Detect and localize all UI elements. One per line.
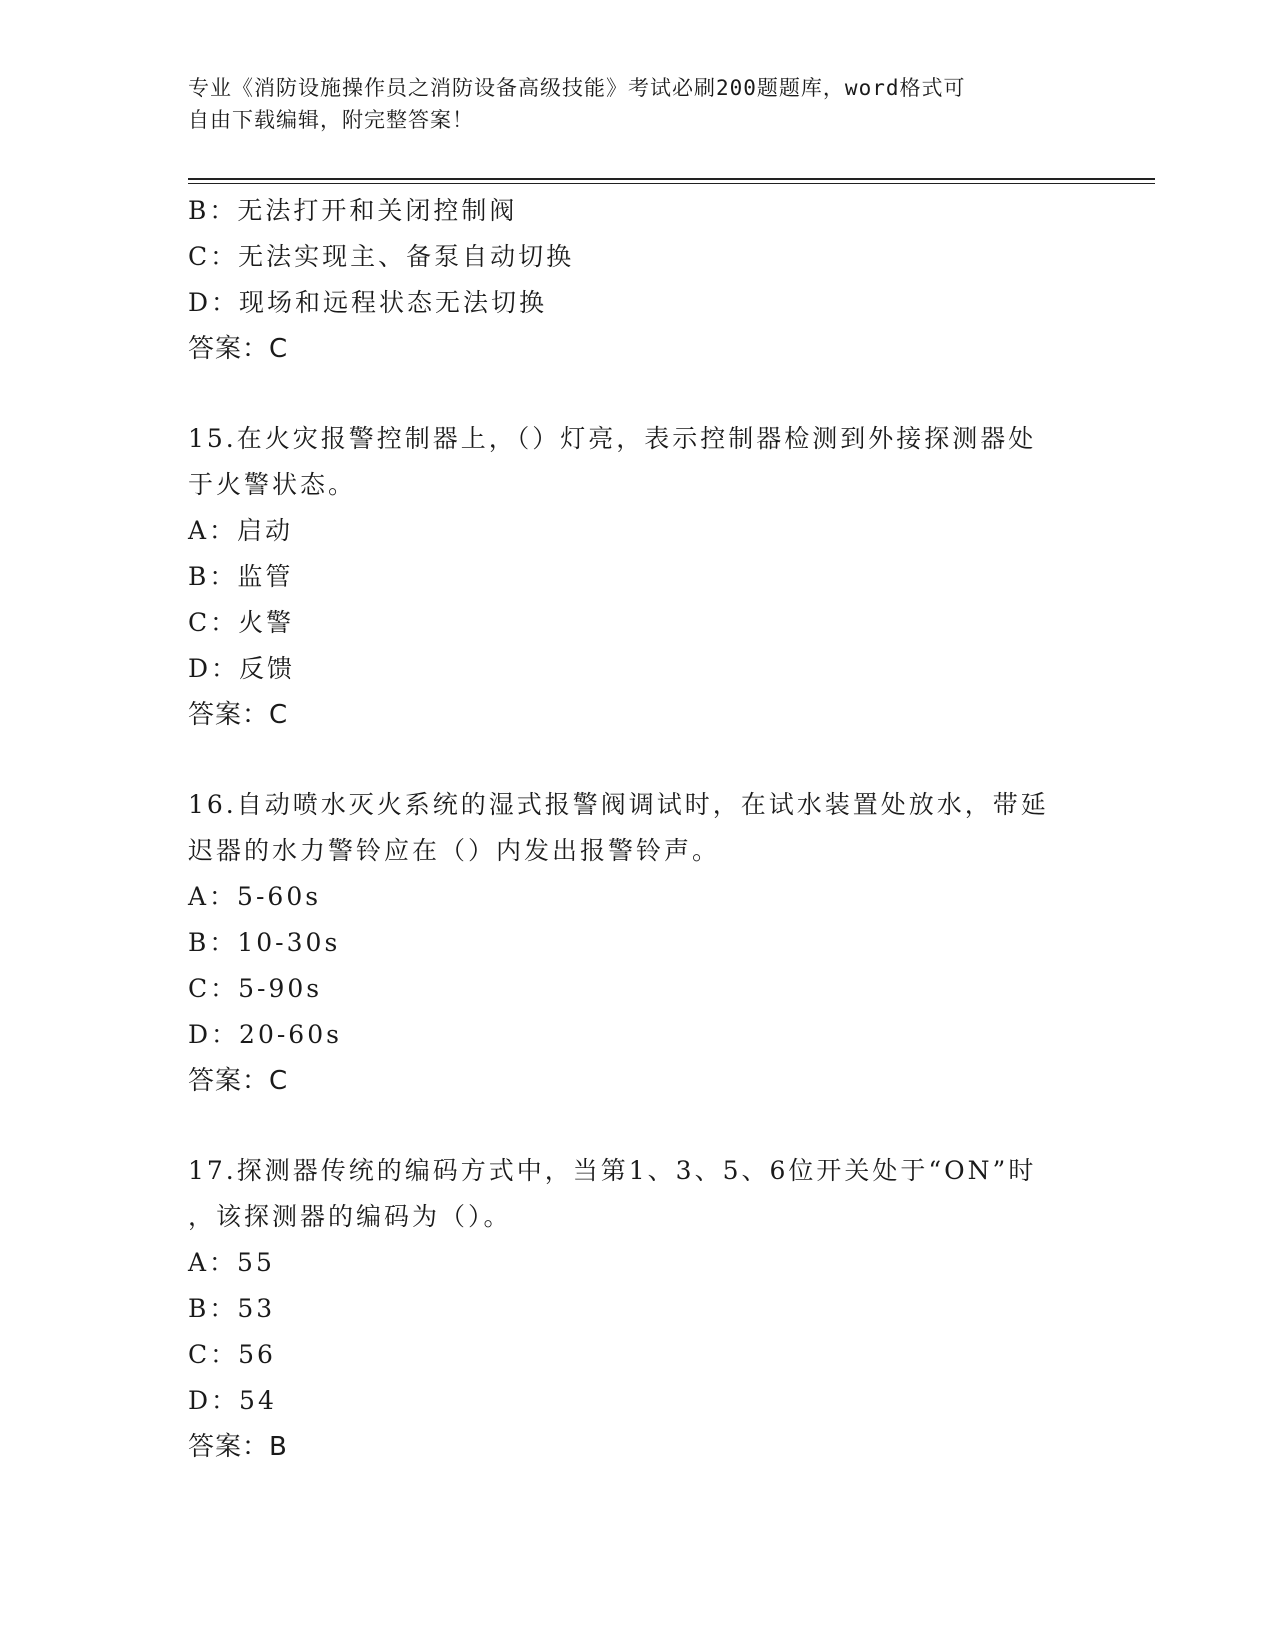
answer-label: 答案：B: [188, 1432, 288, 1462]
header-divider-thin: [188, 183, 1155, 184]
spacer: [188, 372, 1088, 416]
answer-label: 答案：C: [188, 700, 289, 730]
question-16: [188, 782, 1088, 1104]
spacer: [188, 738, 1088, 782]
question-stem: ，该探测器的编码为（）。: [188, 1202, 512, 1231]
option-b: B：53: [188, 1294, 276, 1323]
option-b: B：无法打开和关闭控制阀: [188, 196, 518, 225]
option-d: D：现场和远程状态无法切换: [188, 288, 548, 317]
header-line-2: 自由下载编辑，附完整答案！: [188, 108, 474, 132]
question-stem: 于火警状态。: [188, 470, 357, 499]
question-stem: 16.自动喷水灭火系统的湿式报警阀调试时，在试水装置处放水，带延: [188, 790, 1049, 819]
option-d: D：反馈: [188, 654, 296, 683]
option-c: C：无法实现主、备泵自动切换: [188, 242, 575, 271]
option-a: A：启动: [188, 516, 294, 545]
option-d: D：54: [188, 1386, 277, 1415]
question-partial: [188, 188, 1088, 372]
option-b: B：监管: [188, 562, 294, 591]
option-c: C：5-90s: [188, 974, 323, 1003]
question-stem: 17.探测器传统的编码方式中，当第1、3、5、6位开关处于“ON”时: [188, 1156, 1037, 1185]
spacer: [188, 1104, 1088, 1148]
option-a: A：5-60s: [188, 882, 322, 911]
answer-label: 答案：C: [188, 1066, 289, 1096]
question-15: [188, 416, 1088, 738]
document-header: [188, 72, 1068, 136]
question-list: [188, 188, 1088, 1470]
question-17: [188, 1148, 1088, 1470]
option-b: B：10-30s: [188, 928, 341, 957]
header-line-1: 专业《消防设施操作员之消防设备高级技能》考试必刷200题题库，word格式可: [188, 76, 966, 100]
answer-label: 答案：C: [188, 334, 289, 364]
question-stem: 15.在火灾报警控制器上，（）灯亮，表示控制器检测到外接探测器处: [188, 424, 1037, 453]
option-c: C：火警: [188, 608, 295, 637]
question-stem: 迟器的水力警铃应在（）内发出报警铃声。: [188, 836, 721, 865]
header-divider-thick: [188, 178, 1155, 180]
option-a: A：55: [188, 1248, 275, 1277]
option-c: C：56: [188, 1340, 276, 1369]
option-d: D：20-60s: [188, 1020, 342, 1049]
